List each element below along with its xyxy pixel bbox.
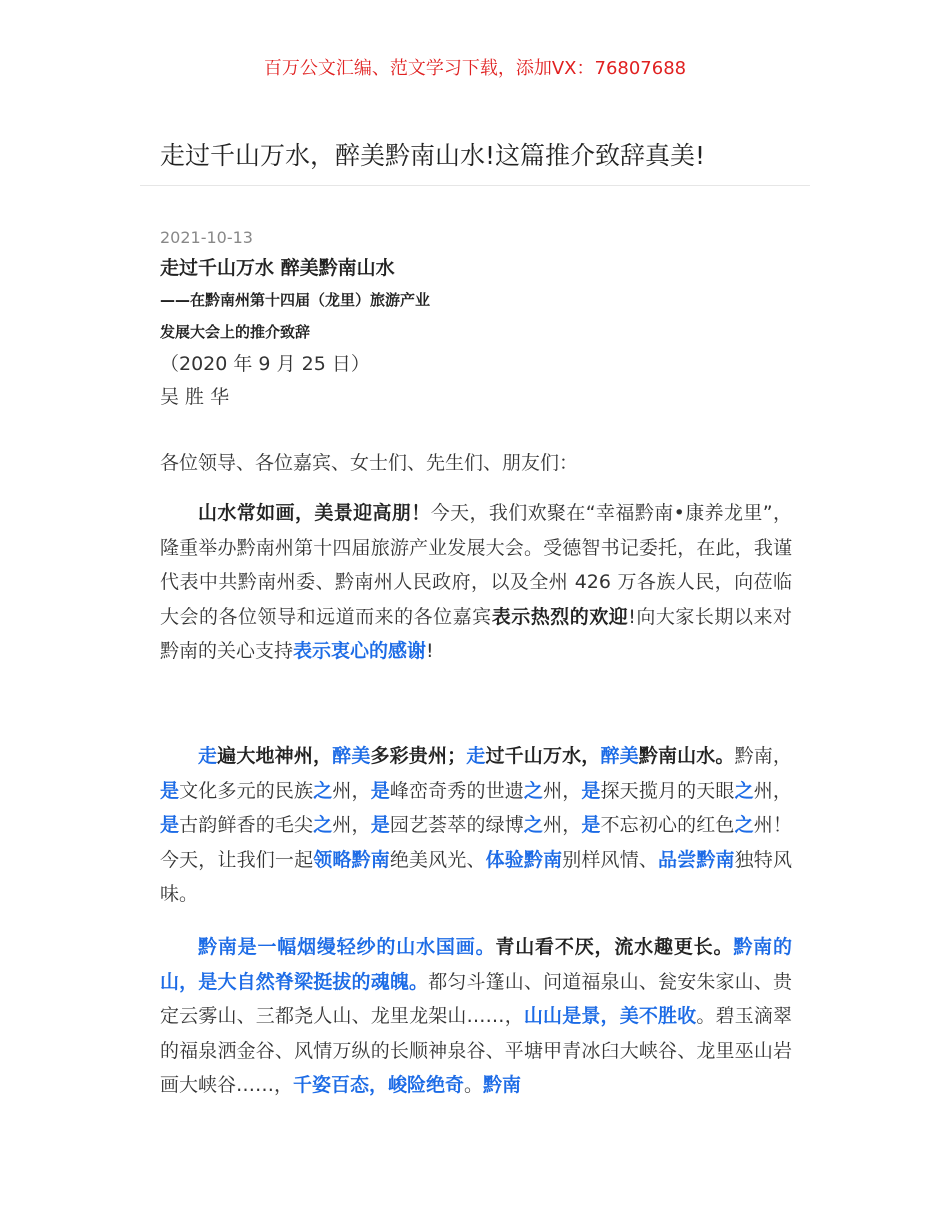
body-text: 州， (543, 779, 582, 802)
highlight-text: 之 (734, 814, 754, 837)
highlight-text: 之 (313, 814, 333, 837)
highlight-text: 醉美 (332, 744, 371, 767)
paragraph-landscape (160, 930, 792, 1103)
body-text: 州！今天，让我们一起 (160, 814, 792, 871)
body-text: 州， (753, 779, 792, 802)
body-text: 今天，我们欢聚在“幸福黔南•康养龙里”，隆重举办黔南州第十四届旅游产业发展大会。受德智书记委托，在此，我谨代表中共黔南州委、黔南州人民政府，以及全州 426 万各族人民，向莅临大会的各位领导和远道而来的各位嘉宾 (160, 502, 792, 628)
body-text: 峰峦奇秀的世遗 (389, 779, 524, 802)
body-text: ! (426, 640, 434, 663)
body-text: 州， (332, 779, 371, 802)
speech-subtitle-line2: 发展大会上的推介致辞 (160, 323, 311, 341)
highlight-text: 千姿百态，峻险绝奇 (293, 1074, 465, 1097)
highlight-text: 是 (370, 814, 390, 837)
highlight-text: 醉美 (600, 744, 639, 767)
body-text: 都匀斗篷山、问道福泉山、瓮安朱家山、贵定云雾山、三都尧人山、龙里龙架山……， (160, 970, 792, 1028)
body-text: 绝美风光、 (389, 848, 486, 871)
download-banner: 百万公文汇编、范文学习下载，添加VX：76807688 (263, 58, 687, 79)
highlight-text: 是 (370, 779, 390, 802)
paragraph-welcome (160, 496, 792, 669)
body-text: 园艺荟萃的绿博 (389, 814, 524, 837)
highlight-text: 之 (523, 814, 544, 837)
speech-title: 走过千山万水 醉美黔南山水 (160, 257, 395, 279)
speech-author: 吴 胜 华 (160, 386, 230, 408)
bold-text: 山水常如画，美景迎高朋！ (198, 502, 431, 524)
article-title: 走过千山万水，醉美黔南山水!这篇推介致辞真美! (160, 141, 706, 170)
bold-text: 多彩贵州； (370, 744, 467, 767)
body-text: 不忘初心的红色 (600, 814, 735, 837)
body-text: 独特风味。 (160, 848, 792, 906)
body-text: 州， (543, 814, 582, 837)
body-text: 州， (332, 814, 371, 837)
highlight-text: 是 (581, 779, 601, 802)
bold-text: 青山看不厌，流水趣更长。 (495, 935, 734, 958)
highlight-text: 表示衷心的感谢 (293, 640, 427, 663)
body-text: 古韵鲜香的毛尖 (179, 814, 314, 837)
highlight-text: 黔南的山，是大自然脊梁挺拔的魂魄。 (160, 935, 792, 993)
article-body (160, 224, 792, 1103)
speech-date: （2020 年 9 月 25 日） (160, 353, 370, 375)
highlight-text: 之 (313, 779, 333, 802)
paragraph-qiannan-intro (160, 739, 792, 912)
highlight-text: 品尝黔南 (658, 848, 735, 871)
publish-date: 2021-10-13 (160, 228, 253, 247)
highlight-text: 是 (160, 814, 180, 837)
bold-text: 遍大地神州， (217, 744, 333, 767)
body-text: 文化多元的民族 (179, 779, 314, 802)
highlight-text: 走 (466, 744, 486, 767)
bold-text: 表示热烈的欢迎 (491, 605, 629, 628)
body-text: 黔南， (734, 744, 792, 767)
body-text: 别样风情、 (562, 848, 659, 871)
highlight-text: 走 (198, 744, 218, 767)
highlight-text: 之 (523, 779, 544, 802)
speech-subtitle-line1: ——在黔南州第十四届（龙里）旅游产业 (160, 291, 431, 309)
body-text: 。 (464, 1074, 484, 1097)
body-text: 。碧玉滴翠的福泉洒金谷、风情万纵的长顺神泉谷、平塘甲青冰臼大峡谷、龙里巫山岩画大峡谷……， (160, 1005, 792, 1097)
highlight-text: 体验黔南 (485, 848, 563, 871)
highlight-text: 山山是景，美不胜收 (523, 1005, 697, 1028)
highlight-text: 黔南 (483, 1074, 522, 1097)
bold-text: 黔南山水。 (638, 744, 735, 767)
title-divider (140, 185, 810, 186)
highlight-text: 领略黔南 (313, 848, 390, 871)
highlight-text: 是 (581, 814, 601, 837)
highlight-text: 之 (734, 779, 754, 802)
highlight-text: 是 (160, 779, 180, 802)
greeting: 各位领导、各位嘉宾、女士们、先生们、朋友们： (160, 452, 579, 474)
body-text: 探天揽月的天眼 (600, 779, 735, 802)
highlight-text: 黔南是一幅烟缦轻纱的山水国画。 (198, 935, 496, 958)
bold-text: 过千山万水， (485, 744, 601, 767)
body-text: !向大家长期以来对黔南的关心支持 (160, 605, 792, 663)
